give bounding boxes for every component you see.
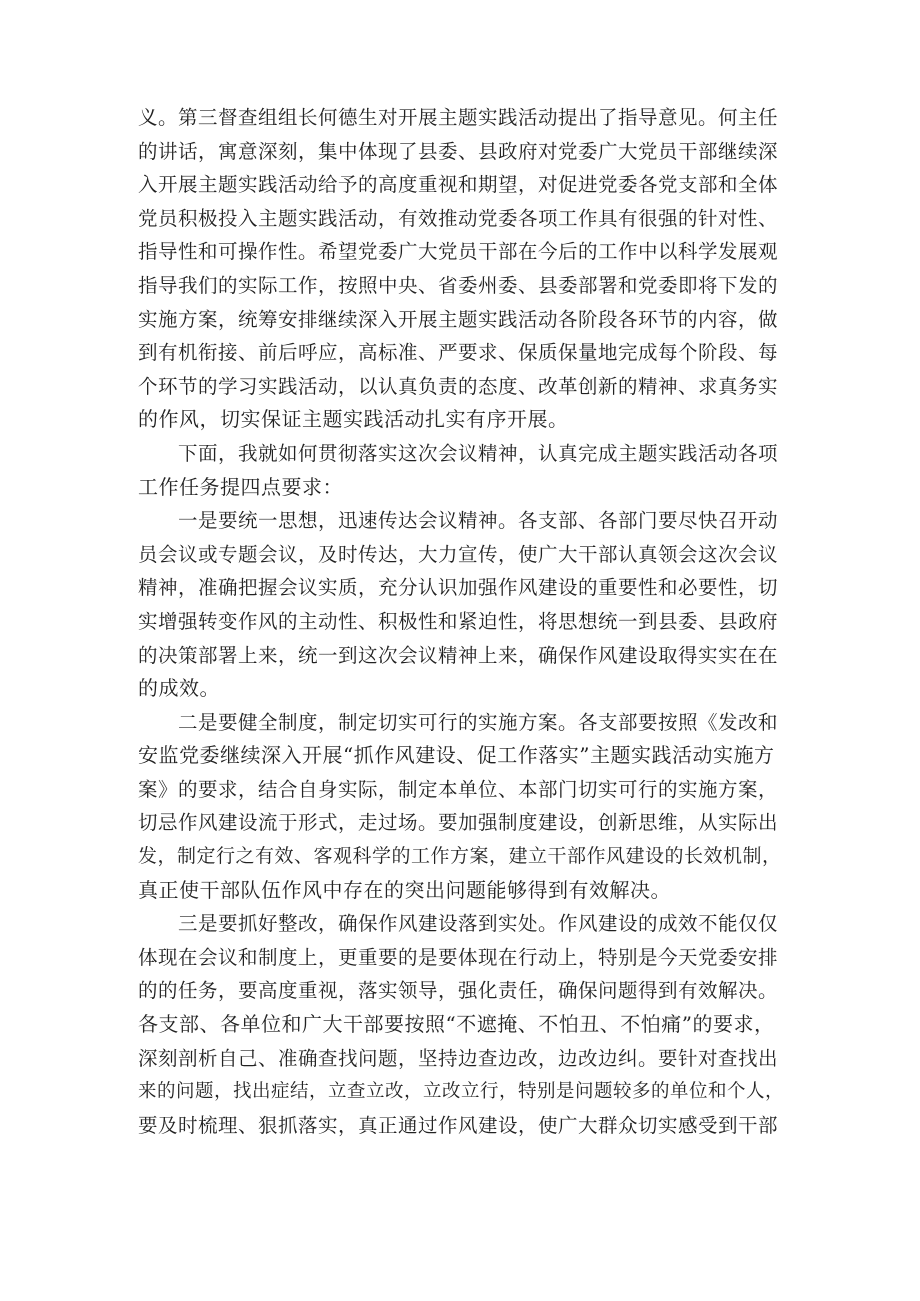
text-line: 二是要健全制度，制定切实可行的实施方案。各支部要按照《发改和 bbox=[178, 710, 779, 734]
text-line: 实增强转变作风的主动性、积极性和紧迫性，将思想统一到县委、县政府 bbox=[138, 609, 779, 633]
text-line: 指导性和可操作性。希望党委广大党员干部在今后的工作中以科学发展观 bbox=[138, 240, 779, 264]
text-line: 各支部、各单位和广大干部要按照“不遮掩、不怕丑、不怕痛”的要求， bbox=[138, 1012, 775, 1037]
text-line: 下面，我就如何贯彻落实这次会议精神，认真完成主题实践活动各项 bbox=[178, 441, 779, 465]
document-body bbox=[138, 101, 790, 1142]
paragraph-continuation bbox=[138, 101, 790, 437]
text-line: 精神，准确把握会议实质，充分认识加强作风建设的重要性和必要性，切 bbox=[138, 576, 779, 600]
text-line: 的决策部署上来，统一到这次会议精神上来，确保作风建设取得实实在在 bbox=[138, 643, 779, 667]
text-line: 体现在会议和制度上，更重要的是要体现在行动上，特别是今天党委安排 bbox=[138, 945, 779, 969]
text-line: 到有机衔接、前后呼应，高标准、严要求、保质保量地完成每个阶段、每 bbox=[138, 341, 779, 365]
text-line: 的成效。 bbox=[138, 676, 220, 701]
text-line: 切忌作风建设流于形式，走过场。要加强制度建设，创新思维，从实际出 bbox=[138, 811, 779, 835]
paragraph-intro bbox=[138, 437, 790, 504]
paragraph-requirement-1 bbox=[138, 504, 790, 706]
paragraph-requirement-3 bbox=[138, 907, 790, 1142]
text-line: 员会议或专题会议，及时传达，大力宣传，使广大干部认真领会这次会议 bbox=[138, 542, 779, 566]
text-line: 要及时梳理、狠抓落实，真正通过作风建设，使广大群众切实感受到干部 bbox=[138, 1113, 779, 1137]
text-line: 真正使干部队伍作风中存在的突出问题能够得到有效解决。 bbox=[138, 877, 671, 902]
text-line: 指导我们的实际工作，按照中央、省委州委、县委部署和党委即将下发的 bbox=[138, 273, 779, 297]
text-line: 入开展主题实践活动给予的高度重视和期望，对促进党委各党支部和全体 bbox=[138, 173, 779, 197]
text-line: 的的任务，要高度重视，落实领导，强化责任，确保问题得到有效解决。 bbox=[138, 979, 779, 1003]
text-line: 发，制定行之有效、客观科学的工作方案，建立干部作风建设的长效机制， bbox=[138, 845, 782, 868]
paragraph-requirement-2 bbox=[138, 706, 790, 908]
text-line: 党员积极投入主题实践活动，有效推动党委各项工作具有很强的针对性、 bbox=[138, 206, 779, 230]
text-line: 的作风，切实保证主题实践活动扎实有序开展。 bbox=[138, 407, 569, 432]
text-line: 来的问题，找出症结，立查立改，立改立行，特别是问题较多的单位和个人， bbox=[138, 1081, 785, 1103]
text-line: 一是要统一思想，迅速传达会议精神。各支部、各部门要尽快召开动 bbox=[178, 509, 779, 533]
text-line: 三是要抓好整改，确保作风建设落到实处。作风建设的成效不能仅仅 bbox=[178, 912, 779, 936]
text-line: 深刻剖析自己、准确查找问题，坚持边查边改，边改边纠。要针对查找出 bbox=[138, 1046, 779, 1070]
text-line: 实施方案，统筹安排继续深入开展主题实践活动各阶段各环节的内容，做 bbox=[138, 307, 779, 331]
text-line: 个环节的学习实践活动，以认真负责的态度、改革创新的精神、求真务实 bbox=[138, 374, 779, 398]
text-line: 的讲话，寓意深刻，集中体现了县委、县政府对党委广大党员干部继续深 bbox=[138, 139, 779, 163]
text-line: 案》的要求，结合自身实际，制定本单位、本部门切实可行的实施方案， bbox=[138, 777, 779, 801]
text-line: 义。第三督查组组长何德生对开展主题实践活动提出了指导意见。何主任 bbox=[138, 106, 779, 129]
text-line: 安监党委继续深入开展“抓作风建设、促工作落实”主题实践活动实施方 bbox=[138, 743, 775, 768]
text-line: 工作任务提四点要求： bbox=[138, 474, 343, 499]
